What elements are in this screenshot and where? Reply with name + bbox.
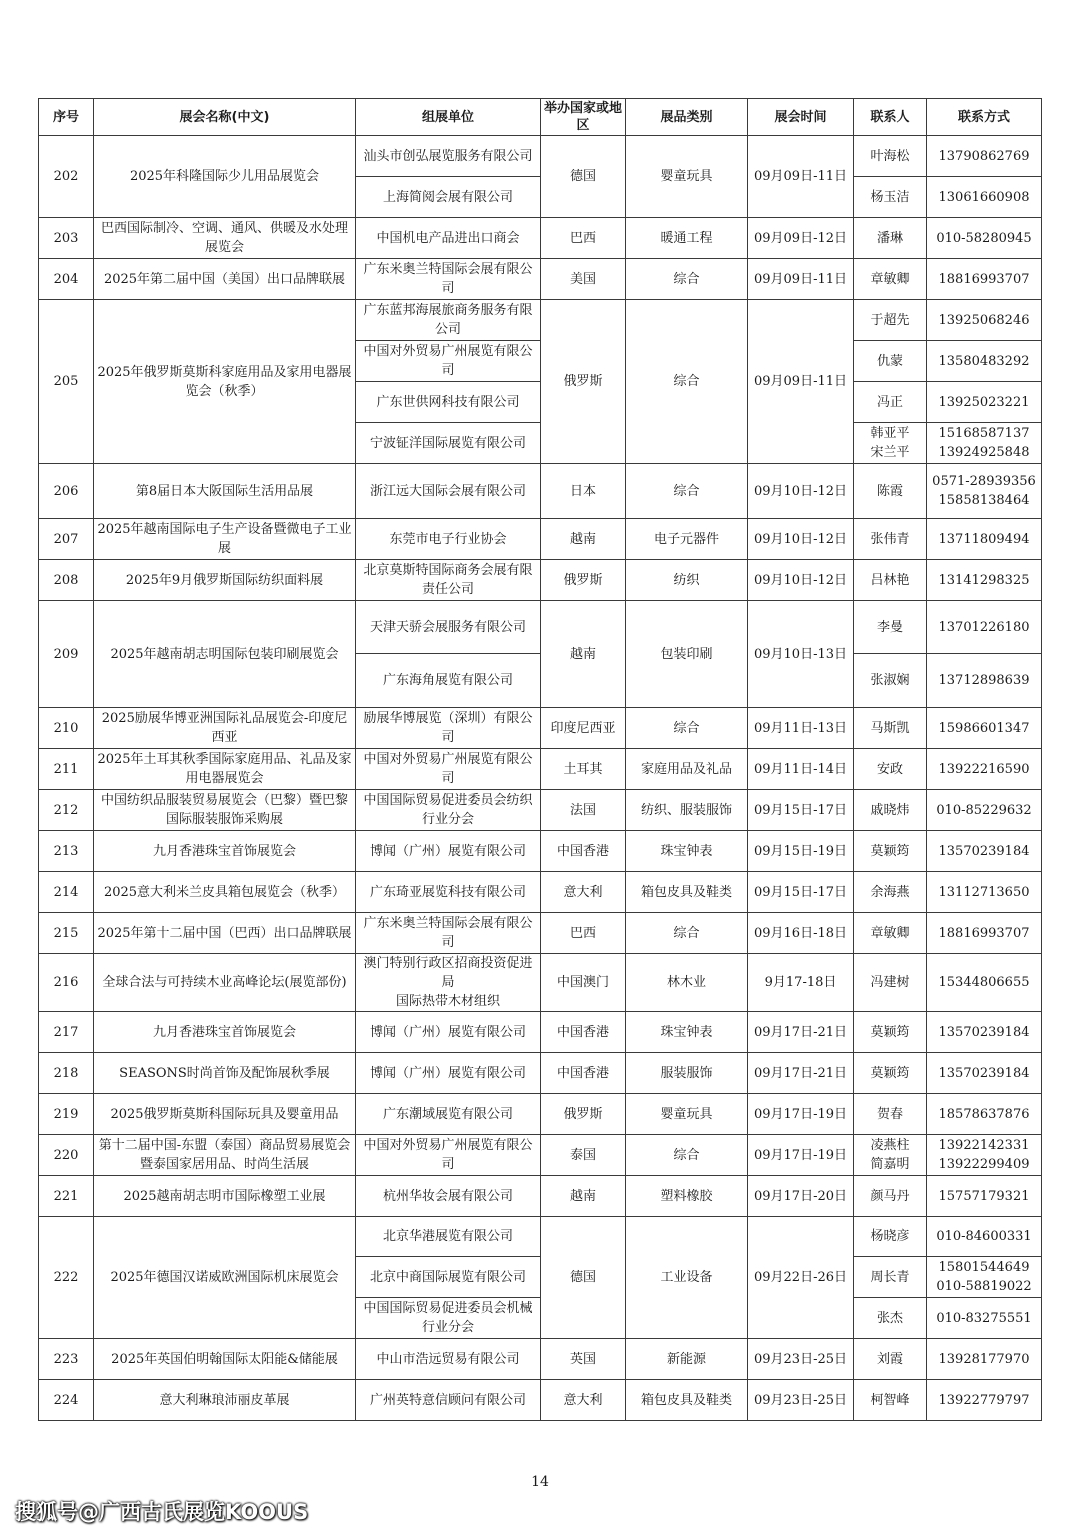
organizer-cell: 广东蓝邦海展旅商务服务有限公司	[356, 300, 541, 341]
row-number: 218	[39, 1053, 94, 1094]
page-number: 14	[531, 1474, 549, 1490]
contact-person-cell: 李曼	[854, 601, 927, 654]
contact-person-cell: 吕林艳	[854, 560, 927, 601]
table-row	[39, 954, 1042, 1012]
exhibition-name: 2025年英国伯明翰国际太阳能&储能展	[94, 1339, 356, 1380]
contact-person-cell: 陈霞	[854, 464, 927, 519]
contact-phone-cell: 15168587137 13924925848	[927, 423, 1042, 464]
country-cell: 中国香港	[541, 1053, 626, 1094]
contact-person-cell: 冯正	[854, 382, 927, 423]
row-number: 221	[39, 1176, 94, 1217]
organizer-cell: 中国对外贸易广州展览有限公司	[356, 1135, 541, 1176]
contact-phone-cell: 13701226180	[927, 601, 1042, 654]
category-cell: 珠宝钟表	[626, 1012, 748, 1053]
organizer-cell: 博闻（广州）展览有限公司	[356, 1053, 541, 1094]
organizer-cell: 励展华博展览（深圳）有限公司	[356, 708, 541, 749]
date-cell: 9月17-18日	[748, 954, 854, 1012]
country-cell: 俄罗斯	[541, 560, 626, 601]
contact-phone-cell: 13141298325	[927, 560, 1042, 601]
date-cell: 09月10日-12日	[748, 519, 854, 560]
contact-person-cell: 凌燕柱 简嘉明	[854, 1135, 927, 1176]
category-cell: 包装印刷	[626, 601, 748, 708]
organizer-cell: 东莞市电子行业协会	[356, 519, 541, 560]
category-cell: 新能源	[626, 1339, 748, 1380]
row-number: 214	[39, 872, 94, 913]
country-cell: 印度尼西亚	[541, 708, 626, 749]
date-cell: 09月17日-19日	[748, 1094, 854, 1135]
table-row	[39, 708, 1042, 749]
date-cell: 09月10日-12日	[748, 464, 854, 519]
country-cell: 意大利	[541, 872, 626, 913]
category-cell: 纺织、服装服饰	[626, 790, 748, 831]
category-cell: 综合	[626, 464, 748, 519]
date-cell: 09月09日-11日	[748, 259, 854, 300]
contact-phone-cell: 010-58280945	[927, 218, 1042, 259]
contact-phone-cell: 13922216590	[927, 749, 1042, 790]
contact-phone-cell: 15757179321	[927, 1176, 1042, 1217]
contact-person-cell: 张杰	[854, 1298, 927, 1339]
row-number: 215	[39, 913, 94, 954]
table-row	[39, 1012, 1042, 1053]
country-cell: 越南	[541, 601, 626, 708]
exhibition-name: 2025俄罗斯莫斯科国际玩具及婴童用品	[94, 1094, 356, 1135]
row-number: 208	[39, 560, 94, 601]
contact-person-cell: 安政	[854, 749, 927, 790]
contact-phone-cell: 13711809494	[927, 519, 1042, 560]
contact-phone-cell: 15986601347	[927, 708, 1042, 749]
contact-phone-cell: 18578637876	[927, 1094, 1042, 1135]
row-number: 209	[39, 601, 94, 708]
contact-phone-cell: 18816993707	[927, 259, 1042, 300]
exhibition-name: 中国纺织品服装贸易展览会（巴黎）暨巴黎国际服装服饰采购展	[94, 790, 356, 831]
contact-phone-cell: 13712898639	[927, 654, 1042, 708]
organizer-cell: 博闻（广州）展览有限公司	[356, 831, 541, 872]
organizer-cell: 广东世供网科技有限公司	[356, 382, 541, 423]
exhibition-name: 2025励展华博亚洲国际礼品展览会-印度尼西亚	[94, 708, 356, 749]
contact-person-cell: 戚晓炜	[854, 790, 927, 831]
date-cell: 09月15日-19日	[748, 831, 854, 872]
contact-phone-cell: 13790862769	[927, 136, 1042, 177]
organizer-cell: 天津天骄会展服务有限公司	[356, 601, 541, 654]
category-cell: 综合	[626, 259, 748, 300]
contact-person-cell: 潘琳	[854, 218, 927, 259]
table-row	[39, 913, 1042, 954]
organizer-cell: 广东琦亚展览科技有限公司	[356, 872, 541, 913]
row-number: 205	[39, 300, 94, 464]
organizer-cell: 中国机电产品进出口商会	[356, 218, 541, 259]
exhibition-name: 2025年越南国际电子生产设备暨微电子工业展	[94, 519, 356, 560]
country-cell: 越南	[541, 519, 626, 560]
header-country: 举办国家或地区	[541, 99, 626, 136]
row-number: 211	[39, 749, 94, 790]
country-cell: 德国	[541, 1217, 626, 1339]
contact-phone-cell: 13570239184	[927, 1053, 1042, 1094]
table-row	[39, 1135, 1042, 1176]
header-no: 序号	[39, 99, 94, 136]
category-cell: 综合	[626, 1135, 748, 1176]
contact-person-cell: 章敏卿	[854, 913, 927, 954]
contact-person-cell: 仇蒙	[854, 341, 927, 382]
category-cell: 综合	[626, 300, 748, 464]
category-cell: 塑料橡胶	[626, 1176, 748, 1217]
row-number: 206	[39, 464, 94, 519]
row-number: 203	[39, 218, 94, 259]
country-cell: 越南	[541, 1176, 626, 1217]
contact-phone-cell: 13061660908	[927, 177, 1042, 218]
organizer-cell: 北京中商国际展览有限公司	[356, 1257, 541, 1298]
category-cell: 婴童玩具	[626, 136, 748, 218]
contact-person-cell: 马斯凯	[854, 708, 927, 749]
date-cell: 09月11日-14日	[748, 749, 854, 790]
header-organizer: 组展单位	[356, 99, 541, 136]
contact-person-cell: 周长青	[854, 1257, 927, 1298]
contact-phone-cell: 010-84600331	[927, 1217, 1042, 1257]
table-row	[39, 872, 1042, 913]
table-row	[39, 831, 1042, 872]
table-row	[39, 259, 1042, 300]
contact-person-cell: 杨玉洁	[854, 177, 927, 218]
organizer-cell: 宁波钲洋国际展览有限公司	[356, 423, 541, 464]
table-row	[39, 136, 1042, 177]
contact-person-cell: 叶海松	[854, 136, 927, 177]
row-number: 204	[39, 259, 94, 300]
country-cell: 土耳其	[541, 749, 626, 790]
row-number: 220	[39, 1135, 94, 1176]
table-row	[39, 464, 1042, 519]
exhibition-name: 2025年9月俄罗斯国际纺织面料展	[94, 560, 356, 601]
country-cell: 意大利	[541, 1380, 626, 1421]
category-cell: 箱包皮具及鞋类	[626, 1380, 748, 1421]
category-cell: 综合	[626, 708, 748, 749]
organizer-cell: 浙江远大国际会展有限公司	[356, 464, 541, 519]
row-number: 222	[39, 1217, 94, 1339]
contact-phone-cell: 13570239184	[927, 1012, 1042, 1053]
category-cell: 综合	[626, 913, 748, 954]
table-row	[39, 1380, 1042, 1421]
organizer-cell: 中山市浩远贸易有限公司	[356, 1339, 541, 1380]
category-cell: 暖通工程	[626, 218, 748, 259]
organizer-cell: 中国国际贸易促进委员会机械行业分会	[356, 1298, 541, 1339]
contact-phone-cell: 13928177970	[927, 1339, 1042, 1380]
category-cell: 箱包皮具及鞋类	[626, 872, 748, 913]
table-row	[39, 749, 1042, 790]
contact-person-cell: 贺春	[854, 1094, 927, 1135]
contact-person-cell: 刘霞	[854, 1339, 927, 1380]
header-category: 展品类别	[626, 99, 748, 136]
organizer-cell: 中国国际贸易促进委员会纺织行业分会	[356, 790, 541, 831]
category-cell: 婴童玩具	[626, 1094, 748, 1135]
table-row	[39, 560, 1042, 601]
contact-phone-cell: 0571-28939356 15858138464	[927, 464, 1042, 519]
table-row	[39, 1217, 1042, 1257]
organizer-cell: 中国对外贸易广州展览有限公司	[356, 341, 541, 382]
date-cell: 09月09日-11日	[748, 136, 854, 218]
category-cell: 电子元器件	[626, 519, 748, 560]
date-cell: 09月17日-19日	[748, 1135, 854, 1176]
contact-person-cell: 韩亚平 宋兰平	[854, 423, 927, 464]
organizer-cell: 广州英特意信顾问有限公司	[356, 1380, 541, 1421]
country-cell: 巴西	[541, 218, 626, 259]
exhibition-name: SEASONS时尚首饰及配饰展秋季展	[94, 1053, 356, 1094]
organizer-cell: 广东米奥兰特国际会展有限公司	[356, 259, 541, 300]
contact-person-cell: 张淑娴	[854, 654, 927, 708]
exhibition-name: 2025年土耳其秋季国际家庭用品、礼品及家用电器展览会	[94, 749, 356, 790]
exhibition-name: 九月香港珠宝首饰展览会	[94, 831, 356, 872]
date-cell: 09月15日-17日	[748, 872, 854, 913]
exhibition-table	[38, 98, 1042, 1421]
exhibition-name: 第8届日本大阪国际生活用品展	[94, 464, 356, 519]
date-cell: 09月09日-11日	[748, 300, 854, 464]
country-cell: 美国	[541, 259, 626, 300]
organizer-cell: 澳门特别行政区招商投资促进局 国际热带木材组织	[356, 954, 541, 1012]
date-cell: 09月11日-13日	[748, 708, 854, 749]
country-cell: 巴西	[541, 913, 626, 954]
header-date: 展会时间	[748, 99, 854, 136]
organizer-cell: 博闻（广州）展览有限公司	[356, 1012, 541, 1053]
table-row	[39, 601, 1042, 654]
row-number: 217	[39, 1012, 94, 1053]
table-row	[39, 1094, 1042, 1135]
date-cell: 09月10日-12日	[748, 560, 854, 601]
exhibition-name: 2025年越南胡志明国际包装印刷展览会	[94, 601, 356, 708]
country-cell: 法国	[541, 790, 626, 831]
contact-phone-cell: 13922779797	[927, 1380, 1042, 1421]
date-cell: 09月16日-18日	[748, 913, 854, 954]
organizer-cell: 北京华港展览有限公司	[356, 1217, 541, 1257]
exhibition-name: 2025年第二届中国（美国）出口品牌联展	[94, 259, 356, 300]
date-cell: 09月15日-17日	[748, 790, 854, 831]
contact-phone-cell: 13922142331 13922299409	[927, 1135, 1042, 1176]
country-cell: 德国	[541, 136, 626, 218]
contact-phone-cell: 13580483292	[927, 341, 1042, 382]
row-number: 210	[39, 708, 94, 749]
contact-phone-cell: 010-85229632	[927, 790, 1042, 831]
contact-person-cell: 莫颖筠	[854, 1012, 927, 1053]
organizer-cell: 中国对外贸易广州展览有限公司	[356, 749, 541, 790]
country-cell: 俄罗斯	[541, 1094, 626, 1135]
contact-phone-cell: 13570239184	[927, 831, 1042, 872]
row-number: 202	[39, 136, 94, 218]
organizer-cell: 广东米奥兰特国际会展有限公司	[356, 913, 541, 954]
contact-phone-cell: 13112713650	[927, 872, 1042, 913]
contact-person-cell: 余海燕	[854, 872, 927, 913]
watermark: 搜狐号@广西古氏展览KOOUS	[15, 1500, 309, 1524]
contact-phone-cell: 15801544649 010-58819022	[927, 1257, 1042, 1298]
country-cell: 俄罗斯	[541, 300, 626, 464]
contact-person-cell: 张伟青	[854, 519, 927, 560]
table-row	[39, 300, 1042, 341]
row-number: 223	[39, 1339, 94, 1380]
table-row	[39, 790, 1042, 831]
country-cell: 日本	[541, 464, 626, 519]
organizer-cell: 北京莫斯特国际商务会展有限责任公司	[356, 560, 541, 601]
contact-person-cell: 颜马丹	[854, 1176, 927, 1217]
contact-phone-cell: 13925023221	[927, 382, 1042, 423]
table-body	[39, 136, 1042, 1421]
contact-person-cell: 冯建树	[854, 954, 927, 1012]
date-cell: 09月22日-26日	[748, 1217, 854, 1339]
contact-person-cell: 杨晓彦	[854, 1217, 927, 1257]
organizer-cell: 汕头市创弘展览服务有限公司	[356, 136, 541, 177]
table-row	[39, 1339, 1042, 1380]
organizer-cell: 杭州华妆会展有限公司	[356, 1176, 541, 1217]
exhibition-name: 巴西国际制冷、空调、通风、供暖及水处理展览会	[94, 218, 356, 259]
country-cell: 中国香港	[541, 1012, 626, 1053]
contact-phone-cell: 18816993707	[927, 913, 1042, 954]
exhibition-name: 九月香港珠宝首饰展览会	[94, 1012, 356, 1053]
exhibition-name: 第十二届中国-东盟（泰国）商品贸易展览会暨泰国家居用品、时尚生活展	[94, 1135, 356, 1176]
table-row	[39, 218, 1042, 259]
country-cell: 泰国	[541, 1135, 626, 1176]
row-number: 219	[39, 1094, 94, 1135]
contact-person-cell: 莫颖筠	[854, 831, 927, 872]
exhibition-name: 意大利琳琅沛丽皮革展	[94, 1380, 356, 1421]
organizer-cell: 广东海角展览有限公司	[356, 654, 541, 708]
organizer-cell: 上海简阅会展有限公司	[356, 177, 541, 218]
contact-phone-cell: 010-83275551	[927, 1298, 1042, 1339]
contact-phone-cell: 15344806655	[927, 954, 1042, 1012]
category-cell: 林木业	[626, 954, 748, 1012]
header-name: 展会名称(中文)	[94, 99, 356, 136]
header-contact-info: 联系方式	[927, 99, 1042, 136]
table-row	[39, 1053, 1042, 1094]
category-cell: 珠宝钟表	[626, 831, 748, 872]
exhibition-name: 全球合法与可持续木业高峰论坛(展览部份)	[94, 954, 356, 1012]
row-number: 207	[39, 519, 94, 560]
date-cell: 09月09日-12日	[748, 218, 854, 259]
category-cell: 工业设备	[626, 1217, 748, 1339]
category-cell: 服装服饰	[626, 1053, 748, 1094]
exhibition-name: 2025越南胡志明市国际橡塑工业展	[94, 1176, 356, 1217]
table-row	[39, 1176, 1042, 1217]
contact-person-cell: 于超先	[854, 300, 927, 341]
date-cell: 09月10日-13日	[748, 601, 854, 708]
date-cell: 09月23日-25日	[748, 1339, 854, 1380]
row-number: 224	[39, 1380, 94, 1421]
table-row	[39, 519, 1042, 560]
country-cell: 中国澳门	[541, 954, 626, 1012]
header-contact-person: 联系人	[854, 99, 927, 136]
table-header-row	[39, 99, 1042, 136]
contact-person-cell: 柯智峰	[854, 1380, 927, 1421]
exhibition-name: 2025年第十二届中国（巴西）出口品牌联展	[94, 913, 356, 954]
exhibition-name: 2025意大利米兰皮具箱包展览会（秋季）	[94, 872, 356, 913]
contact-person-cell: 莫颖筠	[854, 1053, 927, 1094]
category-cell: 家庭用品及礼品	[626, 749, 748, 790]
row-number: 212	[39, 790, 94, 831]
contact-person-cell: 章敏卿	[854, 259, 927, 300]
row-number: 216	[39, 954, 94, 1012]
date-cell: 09月17日-21日	[748, 1012, 854, 1053]
organizer-cell: 广东潮域展览有限公司	[356, 1094, 541, 1135]
date-cell: 09月17日-20日	[748, 1176, 854, 1217]
country-cell: 中国香港	[541, 831, 626, 872]
exhibition-name: 2025年俄罗斯莫斯科家庭用品及家用电器展览会（秋季）	[94, 300, 356, 464]
date-cell: 09月17日-21日	[748, 1053, 854, 1094]
category-cell: 纺织	[626, 560, 748, 601]
exhibition-name: 2025年德国汉诺威欧洲国际机床展览会	[94, 1217, 356, 1339]
date-cell: 09月23日-25日	[748, 1380, 854, 1421]
country-cell: 英国	[541, 1339, 626, 1380]
row-number: 213	[39, 831, 94, 872]
exhibition-name: 2025年科隆国际少儿用品展览会	[94, 136, 356, 218]
contact-phone-cell: 13925068246	[927, 300, 1042, 341]
